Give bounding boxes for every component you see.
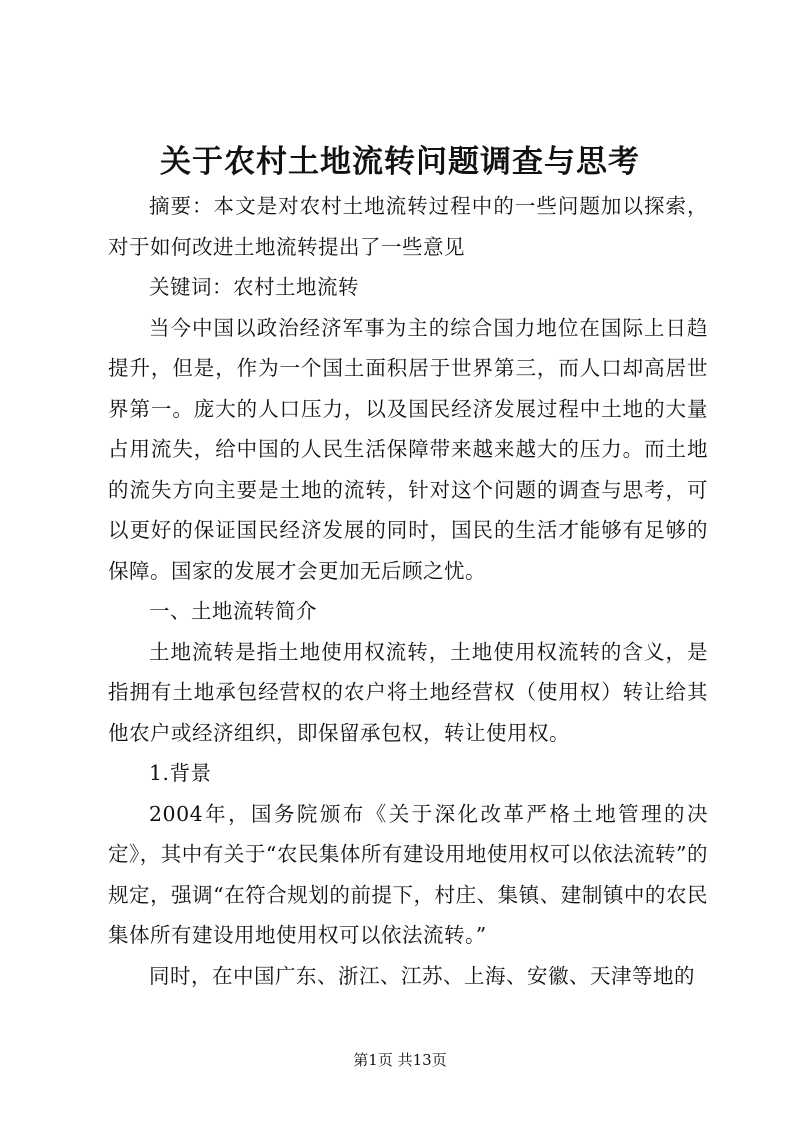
keywords-paragraph: 关键词：农村土地流转 <box>149 275 359 299</box>
document-body <box>108 186 708 996</box>
document-title: 关于农村土地流转问题调查与思考 <box>160 144 640 180</box>
background-paragraph: 2004年，国务院颁布《关于深化改革严格土地管理的决定》，其中有关于“农民集体所有建设用地使用权可以依法流转”的规定，强调“在符合规划的前提下，村庄、集镇、建制镇中的农民集体所有建设用地使用权可以依法流转。” <box>108 801 708 947</box>
section-heading: 一、土地流转简介 <box>149 599 317 623</box>
definition-paragraph: 土地流转是指土地使用权流转，土地使用权流转的含义，是指拥有土地承包经营权的农户将土地经营权（使用权）转让给其他农户或经济组织，即保留承包权，转让使用权。 <box>108 639 708 745</box>
page-footer: 第1页 共13页 <box>353 1051 447 1069</box>
subsection-heading: 1.背景 <box>149 761 212 785</box>
intro-paragraph: 当今中国以政治经济军事为主的综合国力地位在国际上日趋提升，但是，作为一个国土面积居于世界第三，而人口却高居世界第一。庞大的人口压力，以及国民经济发展过程中土地的大量占用流失，给中国的人民生活保障带来越来越大的压力。而土地的流失方向主要是土地的流转，针对这个问题的调查与思考，可以更好的保证国民经济发展的同时，国民的生活才能够有足够的保障。国家的发展才会更加无后顾之忧。 <box>108 315 708 583</box>
abstract-paragraph: 摘要：本文是对农村土地流转过程中的一些问题加以探索，对于如何改进土地流转提出了一些意见 <box>108 194 708 259</box>
continuation-paragraph: 同时，在中国广东、浙江、江苏、上海、安徽、天津等地的 <box>149 963 695 988</box>
